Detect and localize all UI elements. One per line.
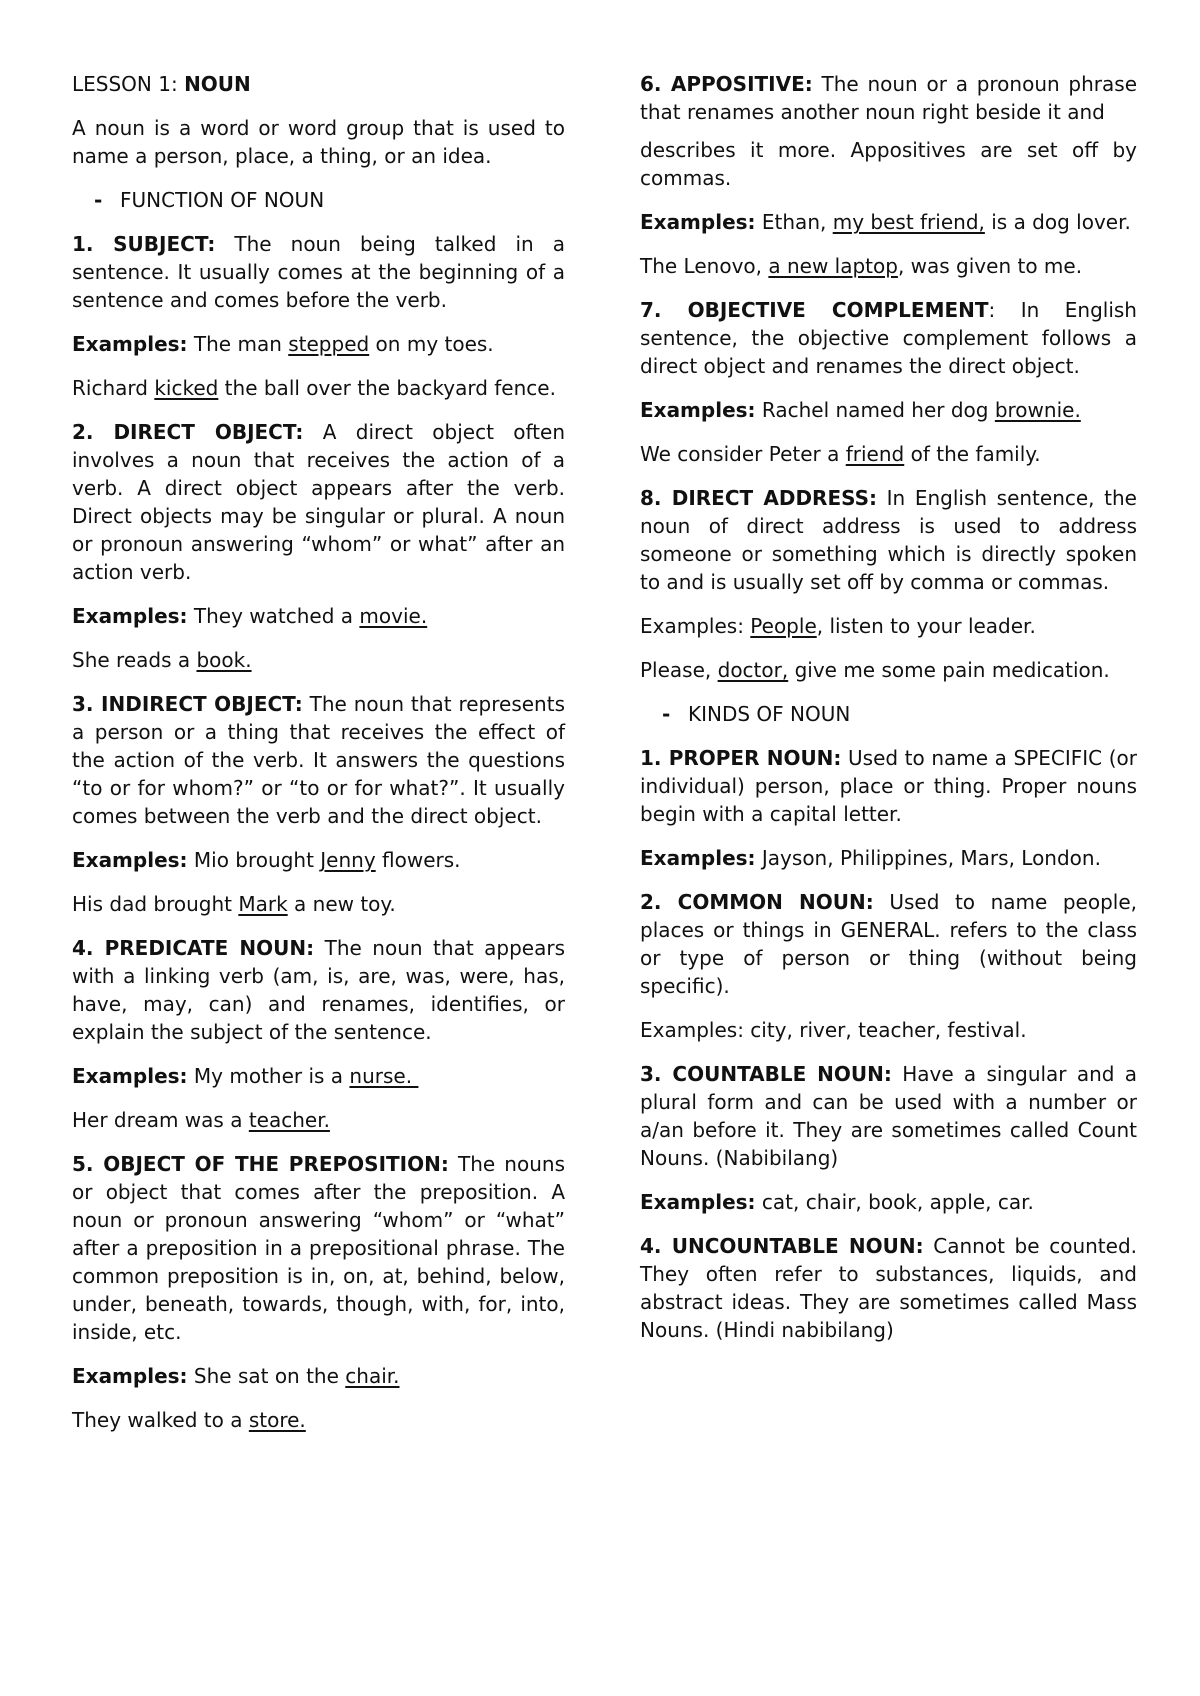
common-noun-text: Used to name people, places or things in GENERAL. refers to the class or type of person or thing (without being specific). xyxy=(640,890,1137,998)
underlined-word: teacher. xyxy=(248,1108,330,1132)
objective-complement-example-1 xyxy=(640,396,1137,424)
function-heading xyxy=(72,186,565,214)
direct-object-text: A direct object often involves a noun that receives the action of a verb. A direct object appears after the verb. Direct objects may be singular or plural. A noun or pronoun answering “whom” or what” after an action verb. xyxy=(72,420,565,584)
underlined-word: stepped xyxy=(288,332,370,356)
direct-address-label: 8. DIRECT ADDRESS: xyxy=(640,486,878,510)
bullet-dash: - xyxy=(94,188,103,212)
uncountable-noun-text: Cannot be counted. They often refer to substances, liquids, and abstract ideas. They are sometimes called Mass Nouns. (Hindi nabibilang) xyxy=(640,1234,1137,1342)
example-text: give me some pain medication. xyxy=(788,658,1110,682)
countable-noun-label: 3. COUNTABLE NOUN: xyxy=(640,1062,892,1086)
example-text: They watched a xyxy=(187,604,360,628)
example-text: of the family. xyxy=(904,442,1041,466)
underlined-word: a new laptop xyxy=(768,254,898,278)
indirect-object-example-1 xyxy=(72,846,565,874)
examples-label: Examples: xyxy=(72,1364,188,1388)
objective-complement-definition xyxy=(640,296,1137,380)
examples-label: Examples: xyxy=(72,604,188,628)
example-text: on my toes. xyxy=(369,332,494,356)
example-text: Richard xyxy=(72,376,155,400)
example-text: The man xyxy=(187,332,289,356)
countable-noun-definition xyxy=(640,1060,1137,1172)
example-text: She sat on the xyxy=(187,1364,346,1388)
predicate-noun-label: 4. PREDICATE NOUN: xyxy=(72,936,315,960)
predicate-noun-example-1 xyxy=(72,1062,565,1090)
indirect-object-label: 3. INDIRECT OBJECT: xyxy=(72,692,303,716)
underlined-word: nurse. xyxy=(349,1064,419,1088)
example-text: We consider Peter a xyxy=(640,442,846,466)
examples-label: Examples: xyxy=(72,848,188,872)
subject-definition xyxy=(72,230,565,314)
example-text: , listen to your leader. xyxy=(816,614,1036,638)
example-text: They walked to a xyxy=(72,1408,249,1432)
lesson-prefix: LESSON 1: xyxy=(72,72,185,96)
appositive-example-1 xyxy=(640,208,1137,236)
indirect-object-example-2 xyxy=(72,890,565,918)
direct-address-text: In English sentence, the noun of direct address is used to address someone or something which is directly spoken to and is usually set off by comma or commas. xyxy=(640,486,1137,594)
uncountable-noun-label: 4. UNCOUNTABLE NOUN: xyxy=(640,1234,924,1258)
underlined-word: kicked xyxy=(154,376,219,400)
bullet-dash: - xyxy=(662,702,671,726)
object-preposition-example-2 xyxy=(72,1406,565,1434)
underlined-word: Mark xyxy=(238,892,288,916)
underlined-word: movie. xyxy=(359,604,428,628)
kinds-heading-text: KINDS OF NOUN xyxy=(688,702,851,726)
underlined-word: store. xyxy=(248,1408,306,1432)
examples-label: Examples: xyxy=(640,846,756,870)
object-preposition-label: 5. OBJECT OF THE PREPOSITION: xyxy=(72,1152,449,1176)
appositive-example-2 xyxy=(640,252,1137,280)
example-text: She reads a xyxy=(72,648,197,672)
left-column xyxy=(72,70,565,1450)
common-noun-definition xyxy=(640,888,1137,1000)
direct-address-example-2 xyxy=(640,656,1137,684)
underlined-word: my best friend, xyxy=(832,210,985,234)
examples-label: Examples: xyxy=(72,1064,188,1088)
example-text: My mother is a xyxy=(187,1064,350,1088)
countable-noun-text: Have a singular and a plural form and can be used with a number or a/an before it. They are sometimes called Count Nouns. (Nabibilang) xyxy=(640,1062,1137,1170)
predicate-noun-text: The noun that appears with a linking verb (am, is, are, was, were, has, have, may, can) and renames, identifies, or explain the subject of the sentence. xyxy=(72,936,566,1044)
example-text: His dad brought xyxy=(72,892,239,916)
objective-complement-label: 7. OBJECTIVE COMPLEMENT xyxy=(640,298,989,322)
indirect-object-text: The noun that represents a person or a thing that receives the effect of the action of the verb. It answers the questions “to or for whom?” or “to or for what?”. It usually comes between the verb and the direct object. xyxy=(72,692,565,828)
underlined-word: doctor, xyxy=(717,658,789,682)
common-noun-label: 2. COMMON NOUN: xyxy=(640,890,874,914)
examples-label: Examples: xyxy=(72,332,188,356)
countable-noun-examples xyxy=(640,1188,1137,1216)
objective-complement-text: : In English sentence, the objective complement follows a direct object and renames the direct object. xyxy=(640,298,1137,378)
examples-label: Examples: xyxy=(640,398,756,422)
example-text: , was given to me. xyxy=(897,254,1083,278)
underlined-word: People xyxy=(750,614,817,638)
objective-complement-example-2 xyxy=(640,440,1137,468)
example-text: Examples: xyxy=(640,614,751,638)
predicate-noun-example-2 xyxy=(72,1106,565,1134)
example-text: Rachel named her dog xyxy=(755,398,995,422)
object-preposition-example-1 xyxy=(72,1362,565,1390)
underlined-word: chair. xyxy=(345,1364,400,1388)
predicate-noun-definition xyxy=(72,934,565,1046)
subject-label: 1. SUBJECT: xyxy=(72,232,216,256)
proper-noun-text: Used to name a SPECIFIC (or individual) person, place or thing. Proper nouns begin with a capital letter. xyxy=(640,746,1138,826)
example-text: a new toy. xyxy=(287,892,396,916)
direct-address-definition xyxy=(640,484,1137,596)
underlined-word: book. xyxy=(196,648,252,672)
kinds-heading xyxy=(640,700,1137,728)
indirect-object-definition xyxy=(72,690,565,830)
object-preposition-text: The nouns or object that comes after the preposition. A noun or pronoun answering “whom” or “what” after a preposition in a prepositional phrase. The common preposition is in, on, at, behind, below, under, beneath, towards, though, with, for, into, inside, etc. xyxy=(72,1152,565,1344)
example-text: Please, xyxy=(640,658,718,682)
right-column xyxy=(640,70,1137,1360)
subject-example-2 xyxy=(72,374,565,402)
examples-label: Examples: xyxy=(640,210,756,234)
appositive-definition xyxy=(640,70,1137,126)
subject-text: The noun being talked in a sentence. It usually comes at the beginning of a sentence and comes before the verb. xyxy=(72,232,565,312)
example-text: Jayson, Philippines, Mars, London. xyxy=(755,846,1101,870)
subject-example-1 xyxy=(72,330,565,358)
example-text: The Lenovo, xyxy=(640,254,769,278)
examples-label: Examples: xyxy=(640,1190,756,1214)
lesson-title-noun: NOUN xyxy=(184,72,251,96)
proper-noun-label: 1. PROPER NOUN: xyxy=(640,746,842,770)
direct-object-example-1 xyxy=(72,602,565,630)
noun-definition: A noun is a word or word group that is used to name a person, place, a thing, or an idea. xyxy=(72,116,565,168)
appositive-definition-continued: describes it more. Appositives are set off by commas. xyxy=(640,138,1137,190)
direct-object-definition xyxy=(72,418,565,586)
proper-noun-definition xyxy=(640,744,1137,828)
underlined-word: Jenny xyxy=(320,848,376,872)
function-heading-text: FUNCTION OF NOUN xyxy=(120,188,325,212)
uncountable-noun-definition xyxy=(640,1232,1137,1344)
underlined-word: brownie. xyxy=(994,398,1081,422)
example-text: flowers. xyxy=(375,848,461,872)
common-noun-examples: Examples: city, river, teacher, festival. xyxy=(640,1018,1027,1042)
example-text: Her dream was a xyxy=(72,1108,249,1132)
example-text: is a dog lover. xyxy=(984,210,1131,234)
proper-noun-examples xyxy=(640,844,1137,872)
direct-address-example-1 xyxy=(640,612,1137,640)
underlined-word: friend xyxy=(845,442,905,466)
example-text: Mio brought xyxy=(187,848,321,872)
example-text: the ball over the backyard fence. xyxy=(218,376,556,400)
direct-object-label: 2. DIRECT OBJECT: xyxy=(72,420,304,444)
object-preposition-definition xyxy=(72,1150,565,1346)
appositive-text: The noun or a pronoun phrase that renames another noun right beside it and xyxy=(640,72,1138,124)
lesson-title xyxy=(72,70,565,98)
direct-object-example-2 xyxy=(72,646,565,674)
example-text: Ethan, xyxy=(755,210,833,234)
appositive-label: 6. APPOSITIVE: xyxy=(640,72,813,96)
example-text: cat, chair, book, apple, car. xyxy=(755,1190,1034,1214)
